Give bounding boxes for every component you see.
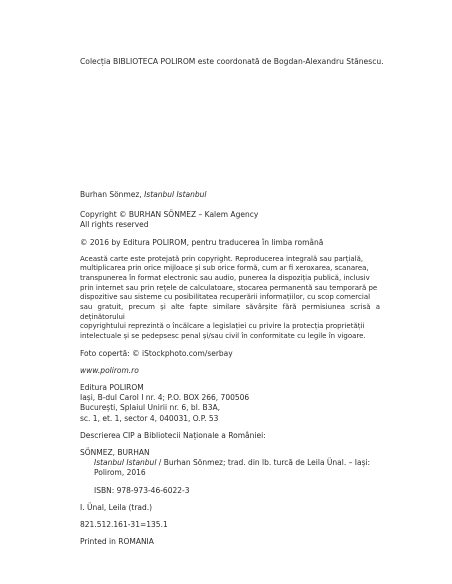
publisher-address-line: Iași, B-dul Carol I nr. 4; P.O. BOX 266, 700506 bbox=[80, 393, 250, 403]
legal-notice-line: copyrightului reprezintă o încălcare a legislației cu privire la protecția proprietății bbox=[80, 322, 365, 331]
cip-title-entry bbox=[80, 458, 380, 478]
cip-title-rest: / Burhan Sönmez; trad. din lb. turcă de Leila Ünal. – Iași: bbox=[156, 458, 371, 468]
colophon-block bbox=[80, 190, 380, 547]
legal-notice-line: dispozitive sau sisteme cu posibilitatea recuperării informațiilor, cu scop comercial bbox=[80, 293, 371, 302]
publisher-address-block bbox=[80, 383, 380, 424]
legal-notice-line: intelectuale și se pedepsesc penal și/sau civil în conformitate cu legile în vigoare. bbox=[80, 332, 366, 340]
legal-notice-line: transpunerea în format electronic sau audio, punerea la dispoziția publică, inclusiv bbox=[80, 274, 370, 283]
printed-in: Printed in ROMANIA bbox=[80, 537, 154, 547]
legal-notice-line: prin internet sau prin rețele de calculatoare, stocarea permanentă sau temporară pe bbox=[80, 283, 378, 292]
copyright-notice bbox=[80, 210, 380, 230]
cip-title: Istanbul Istanbul bbox=[94, 458, 157, 468]
cip-title-rest-2: Polirom, 2016 bbox=[94, 468, 146, 478]
legal-notice-line: sau gratuit, precum și alte fapte similare săvârșite fără permisiunea scrisă a deținătorului bbox=[80, 303, 380, 321]
publisher-address-line: sc. 1, et. 1, sector 4, 040031, O.P. 53 bbox=[80, 413, 219, 423]
cip-classification: 821.512.161-31=135.1 bbox=[80, 519, 168, 529]
publisher-address-line: București, Splaiul Unirii nr. 6, bl. B3A, bbox=[80, 403, 220, 413]
author-name: Burhan Sönmez, bbox=[80, 190, 145, 199]
cip-heading: Descrierea CIP a Bibliotecii Naționale a României: bbox=[80, 430, 266, 440]
author-title-line bbox=[80, 190, 380, 200]
legal-notice bbox=[80, 255, 380, 342]
cover-photo-credit: Foto copertă: © iStockphoto.com/serbay bbox=[80, 348, 233, 358]
isbn: ISBN: 978-973-46-6022-3 bbox=[94, 485, 190, 495]
copyright-line: Copyright © BURHAN SÖNMEZ – Kalem Agency bbox=[80, 210, 259, 220]
series-coordinator-note: Colecția BIBLIOTECA POLIROM este coordonată de Bogdan-Alexandru Stănescu. bbox=[80, 57, 384, 66]
publisher-website: www.polirom.ro bbox=[80, 365, 139, 375]
publisher-name: Editura POLIROM bbox=[80, 383, 144, 393]
book-title: Istanbul Istanbul bbox=[144, 190, 207, 199]
rights-reserved-line: All rights reserved bbox=[80, 220, 149, 230]
legal-notice-line: Această carte este protejată prin copyright. Reproducerea integrală sau parțială, bbox=[80, 254, 364, 263]
translation-rights: © 2016 by Editura POLIROM, pentru traducerea în limba română bbox=[80, 237, 324, 247]
cip-author-entry: SÖNMEZ, BURHAN bbox=[80, 447, 150, 457]
legal-notice-line: multiplicarea prin orice mijloace și sub orice formă, cum ar fi xeroxarea, scanarea, bbox=[80, 264, 369, 273]
cip-contributor: I. Ünal, Leila (trad.) bbox=[80, 502, 153, 512]
